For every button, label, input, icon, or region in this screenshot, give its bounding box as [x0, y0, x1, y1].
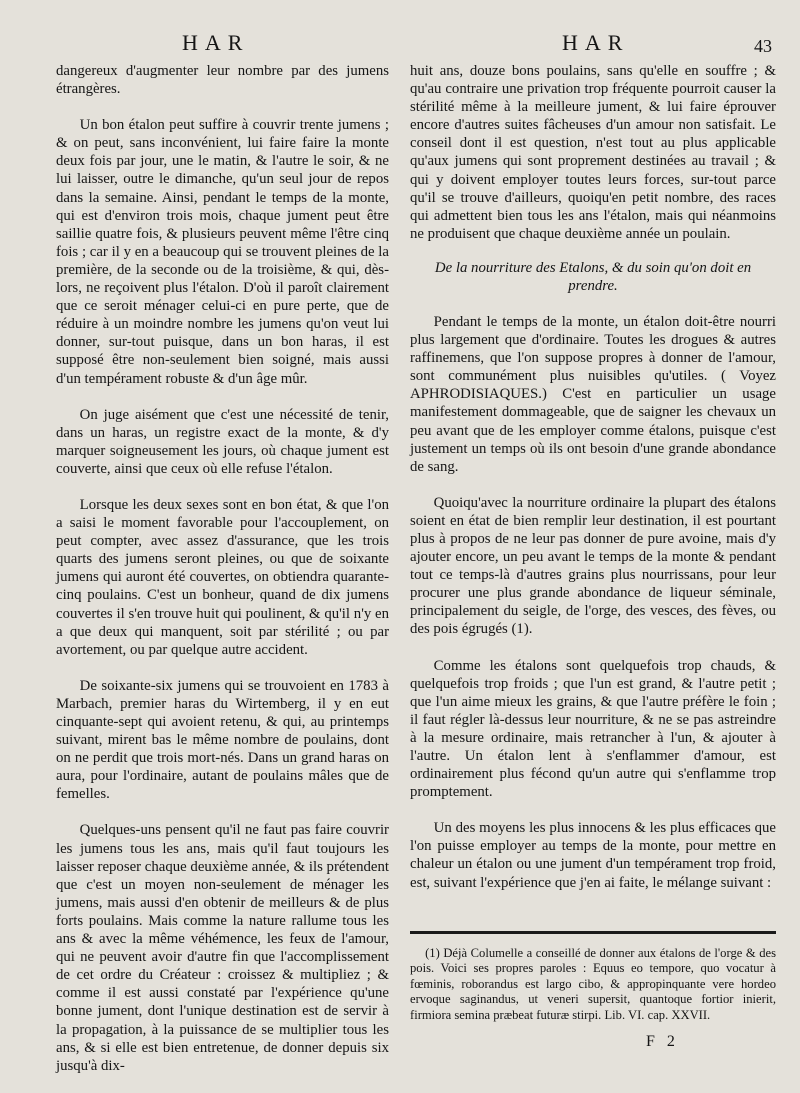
- right-paragraph-3: Quoiqu'avec la nourriture ordinaire la plupart des étalons soient en état de bien remplir leur destination, il est pourtant plus à propos de ne leur pas donner de pure avoine, mais d'y ajouter encore, un peu avant le temps de la monte & pendant tout ce temps-là d'autres grains plus nourrissans, pour leur procurer une plus grande abondance de liqueur séminale, principalement du seigle, de l'orge, des vesces, des fèves, ou des pois égrugés (1).: [410, 494, 776, 638]
- left-paragraph-4: Lorsque les deux sexes sont en bon état, & que l'on a saisi le moment favorable pour l'accouplement, on peut compter, avec assez d'assurance, que les trois quarts des jumens seront pleines, ou que de soixante jumens qui auront été couvertes, on obtiendra quarante-cinq poulains. C'est un bonheur, quand de dix jumens couvertes il s'en trouve huit qui poulinent, & qu'il n'y en a que deux qui manquent, soit par stérilité ; ou par avortement, ou par quelque autre accident.: [56, 496, 389, 658]
- left-paragraph-1: dangereux d'augmenter leur nombre par des jumens étrangères.: [56, 63, 389, 98]
- right-column: [410, 62, 776, 904]
- right-paragraph-5: Un des moyens les plus innocens & les plus efficaces que l'on puisse employer au temps de la monte, pour mettre en chaleur un étalon ou une jument d'un tempérament trop froid, est, suivant l'expérience que j'en ai faite, le mélange suivant :: [410, 820, 776, 891]
- footnote-rule: [410, 931, 776, 934]
- right-paragraph-1: huit ans, douze bons poulains, sans qu'elle en souffre ; & qu'au contraire une privation trop fréquente pourroit causer la stérilité même à la meilleure jument, & lui faire éprouver encore d'autres suites fâcheuses d'un amour non satisfait. Le conseil dont il est question, n'est tout au plus applicable qu'aux jumens qui sont proprement destinées au travail ; & qui y doivent employer toutes leurs forces, sur-tout parce qu'il se trouve d'ailleurs, quoiqu'en petit nombre, des races qui admettent bien tous les ans l'étalon, mais qui néanmoins ne produisent que chaque deuxième année un poulain.: [410, 63, 776, 242]
- running-head-right: HAR: [562, 30, 630, 55]
- running-head-left: HAR: [182, 30, 250, 55]
- left-paragraph-2: Un bon étalon peut suffire à couvrir trente jumens ; & on peut, sans inconvénient, lui faire faire la monte deux fois par jour, une le matin, & l'autre le soir, & ne lui laisser, outre le dimanche, qu'un seul jour de repos dans la semaine. Ainsi, pendant le temps de la monte, qui est d'environ trois mois, chaque jument peut être saillie quatre fois, & plusieurs peuvent même l'être cinq fois ; car il y en a beaucoup qui se trouvent pleines de la première, de la seconde ou de la troisième, & qui, dès-lors, ne reçoivent plus l'étalon. D'où il paroît clairement que ce seroit ménager celui-ci en pure perte, que de réduire à un moindre nombre les jumens qu'on veut lui donner, sur-tout puisque, dans un bon haras, il est supposé être non-seulement bien soigné, mais aussi d'un tempérament robuste & d'un âge mûr.: [56, 117, 389, 387]
- section-title: De la nourriture des Etalons, & du soin qu'on doit en prendre.: [434, 259, 752, 294]
- right-paragraph-4: Comme les étalons sont quelquefois trop chauds, & quelquefois trop froids ; que l'un est grand, & l'autre petit ; que l'un aime mieux les grains, & que l'autre préfère le foin ; il faut régler là-dessus leur nourriture, & ne se pas astreindre à la mesure ordinaire, mais retrancher à l'un, & ajouter à l'autre. Un étalon lent à s'enflammer d'amour, est ordinairement plus fécond qu'un autre qui s'enflamme trop promptement.: [410, 657, 776, 801]
- left-paragraph-5: De soixante-six jumens qui se trouvoient en 1783 à Marbach, premier haras du Wirtemberg, il y en eut cinquante-sept qui avoient retenu, & qui, au printemps suivant, mirent bas le même nombre de poulains, dont on ne perdit que trois mort-nés. Dans un grand haras on aura, pour l'ordinaire, autant de poulains mâles que de femelles.: [56, 677, 389, 803]
- right-paragraph-2: Pendant le temps de la monte, un étalon doit-être nourri plus largement que d'ordinaire. Toutes les drogues & autres raffinemens, que l'on suppose propres à donner de l'amour, sont communément plus nuisibles qu'utiles. ( Voyez APHRODISIAQUES.) C'est en particulier un usage manifestement dommageable, que de saigner les chevaux un peu avant que de les employer comme étalons, puisque c'est justement un temps où ils ont besoin d'une grande abondance de sang.: [410, 313, 776, 475]
- left-column: [56, 62, 389, 1087]
- page-number: 43: [754, 36, 772, 56]
- left-paragraph-3: On juge aisément que c'est une nécessité de tenir, dans un haras, un registre exact de la monte, & d'y marquer soigneusement les jours, où chaque jument est couverte, ainsi que ceux où elle refuse l'étalon.: [56, 406, 389, 477]
- footnote: (1) Déjà Columelle a conseillé de donner aux étalons de l'orge & des pois. Voici ses propres paroles : Equus eo tempore, quo vocatur à fœminis, roborandus est largo cibo, & appropinquante vere hordeo ervoque saginandus, ut veneri supersit, quantoque fortior inierit, firmiora semina præbeat futuræ stirpi. Lib. VI. cap. XXVII.: [410, 946, 776, 1022]
- left-paragraph-6: Quelques-uns pensent qu'il ne faut pas faire couvrir les jumens tous les ans, mais qu'il faut toujours les laisser reposer chaque deuxième année, & ils prétendent que c'est un moyen non-seulement de ménager les jumens, mais aussi d'en obtenir de meilleurs & de plus forts poulains. Mais comme la nature rallume tous les ans & avec la même véhémence, les feux de l'amour, qui ne peuvent avoir d'autre fin que l'accomplissement de cet ordre du Créateur : croissez & multipliez ; & comme il est aussi constaté par l'expérience qu'une bonne jument, dont l'unique destination est de servir à la propagation, à la puissance de se multiplier tous les ans, & si elle est bien entretenue, de donner depuis six jusqu'à dix-: [56, 822, 389, 1074]
- signature-mark: F 2: [646, 1033, 679, 1050]
